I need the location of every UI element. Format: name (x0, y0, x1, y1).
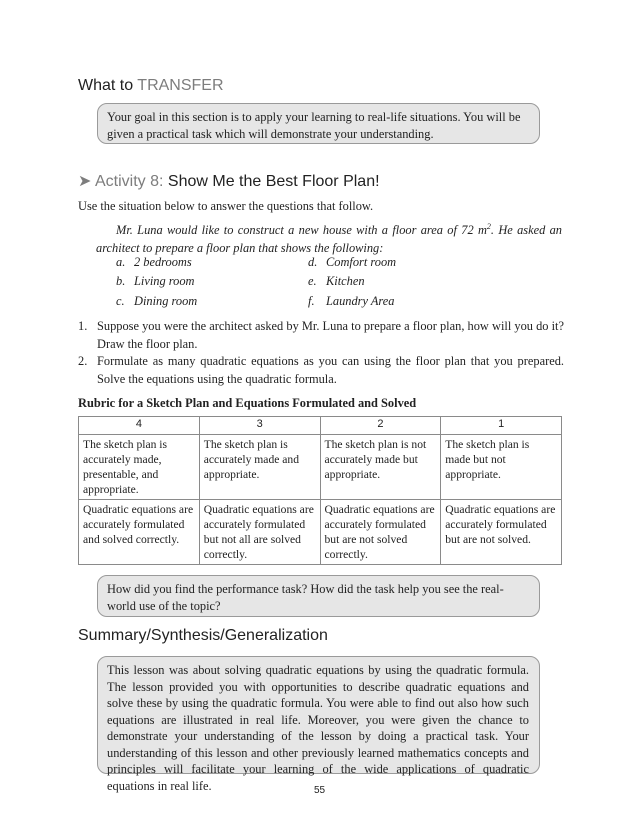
activity-label: Activity 8: (94, 173, 164, 190)
question-text: Formulate as many quadratic equations as you can using the floor plan that you prepared. Solve the equations using the quadratic formula. (97, 354, 564, 386)
situation-after: . He asked an architect to prepare a floor plan that shows the following: (96, 223, 562, 256)
rooms-right-list (308, 253, 396, 311)
item-letter: c. (116, 293, 125, 308)
item-name: Laundry Area (326, 293, 395, 308)
question-text: Suppose you were the architect asked by Mr. Luna to prepare a floor plan, how will you do it? Draw the floor plan. (97, 319, 564, 351)
arrow-icon: ➤ (78, 173, 92, 190)
question-number: 2. (78, 354, 88, 368)
item-letter: d. (308, 255, 318, 269)
column-header: 2 (320, 417, 441, 435)
situation-text (96, 218, 562, 257)
item-letter: b. (116, 274, 126, 289)
summary-callout: This lesson was about solving quadratic equations by using the quadratic formula. The lesson provided you with opportunities to describe quadratic equations and solve these by using the quadratic formula. You were able to find out also how such equations are illustrated in real life. Moreover, you were given the chance to demonstrate your understanding of the lesson by doing a practical task. Your understanding of this lesson and other previously learned mathematics concepts and principles will facilitate your learning of the wide applications of quadratic equations in real life. (97, 656, 540, 774)
goal-callout: Your goal in this section is to apply your learning to real-life situations. You will be given a practical task which will demonstrate your understanding. (97, 103, 540, 144)
activity-title: Show Me the Best Floor Plan! (167, 173, 380, 190)
item-name: Kitchen (326, 274, 365, 289)
question-item (78, 353, 564, 388)
rubric-table (78, 416, 562, 565)
list-item (308, 292, 396, 311)
column-header: 3 (199, 417, 320, 435)
table-cell: Quadratic equations are accurately formulated but not all are solved correctly. (199, 500, 320, 565)
activity-heading (78, 171, 380, 191)
table-cell: Quadratic equations are accurately formulated but are not solved. (441, 500, 562, 565)
item-name: 2 bedrooms (134, 255, 192, 269)
what-to-transfer-heading (78, 77, 224, 95)
heading-accent: TRANSFER (137, 77, 224, 94)
table-cell: The sketch plan is made but not appropriate. (441, 435, 562, 500)
item-letter: a. (116, 255, 126, 269)
list-item (116, 253, 197, 272)
item-name: Dining room (134, 293, 198, 308)
table-row (79, 435, 562, 500)
performance-callout: How did you find the performance task? How did the task help you see the real-world use of the topic? (97, 575, 540, 617)
activity-intro: Use the situation below to answer the questions that follow. (78, 199, 374, 213)
list-item (308, 272, 396, 291)
list-item (116, 272, 197, 291)
heading-prefix: What to (78, 77, 138, 94)
item-name: Comfort room (326, 255, 397, 269)
situation-before: Mr. Luna would like to construct a new house with a floor area of 72 m (116, 223, 487, 238)
table-cell: Quadratic equations are accurately formulated and solved correctly. (79, 500, 200, 565)
table-cell: Quadratic equations are accurately formulated but are not solved correctly. (320, 500, 441, 565)
question-number: 1. (78, 319, 88, 333)
list-item (116, 292, 197, 311)
item-name: Living room (134, 274, 195, 289)
question-list (78, 318, 564, 388)
question-item (78, 318, 564, 353)
summary-heading: Summary/Synthesis/Generalization (78, 627, 328, 644)
item-letter: e. (308, 274, 317, 289)
table-header-row (79, 417, 562, 435)
column-header: 4 (79, 417, 200, 435)
rooms-left-list (116, 253, 197, 311)
list-item (308, 253, 396, 272)
table-cell: The sketch plan is accurately made, presentable, and appropriate. (79, 435, 200, 500)
rubric-title: Rubric for a Sketch Plan and Equations Formulated and Solved (78, 396, 417, 410)
table-cell: The sketch plan is accurately made and appropriate. (199, 435, 320, 500)
table-cell: The sketch plan is not accurately made but appropriate. (320, 435, 441, 500)
situation-sup: 2 (486, 222, 491, 231)
column-header: 1 (441, 417, 562, 435)
table-row (79, 500, 562, 565)
page-number: 55 (313, 785, 326, 796)
item-letter: f. (308, 293, 315, 308)
